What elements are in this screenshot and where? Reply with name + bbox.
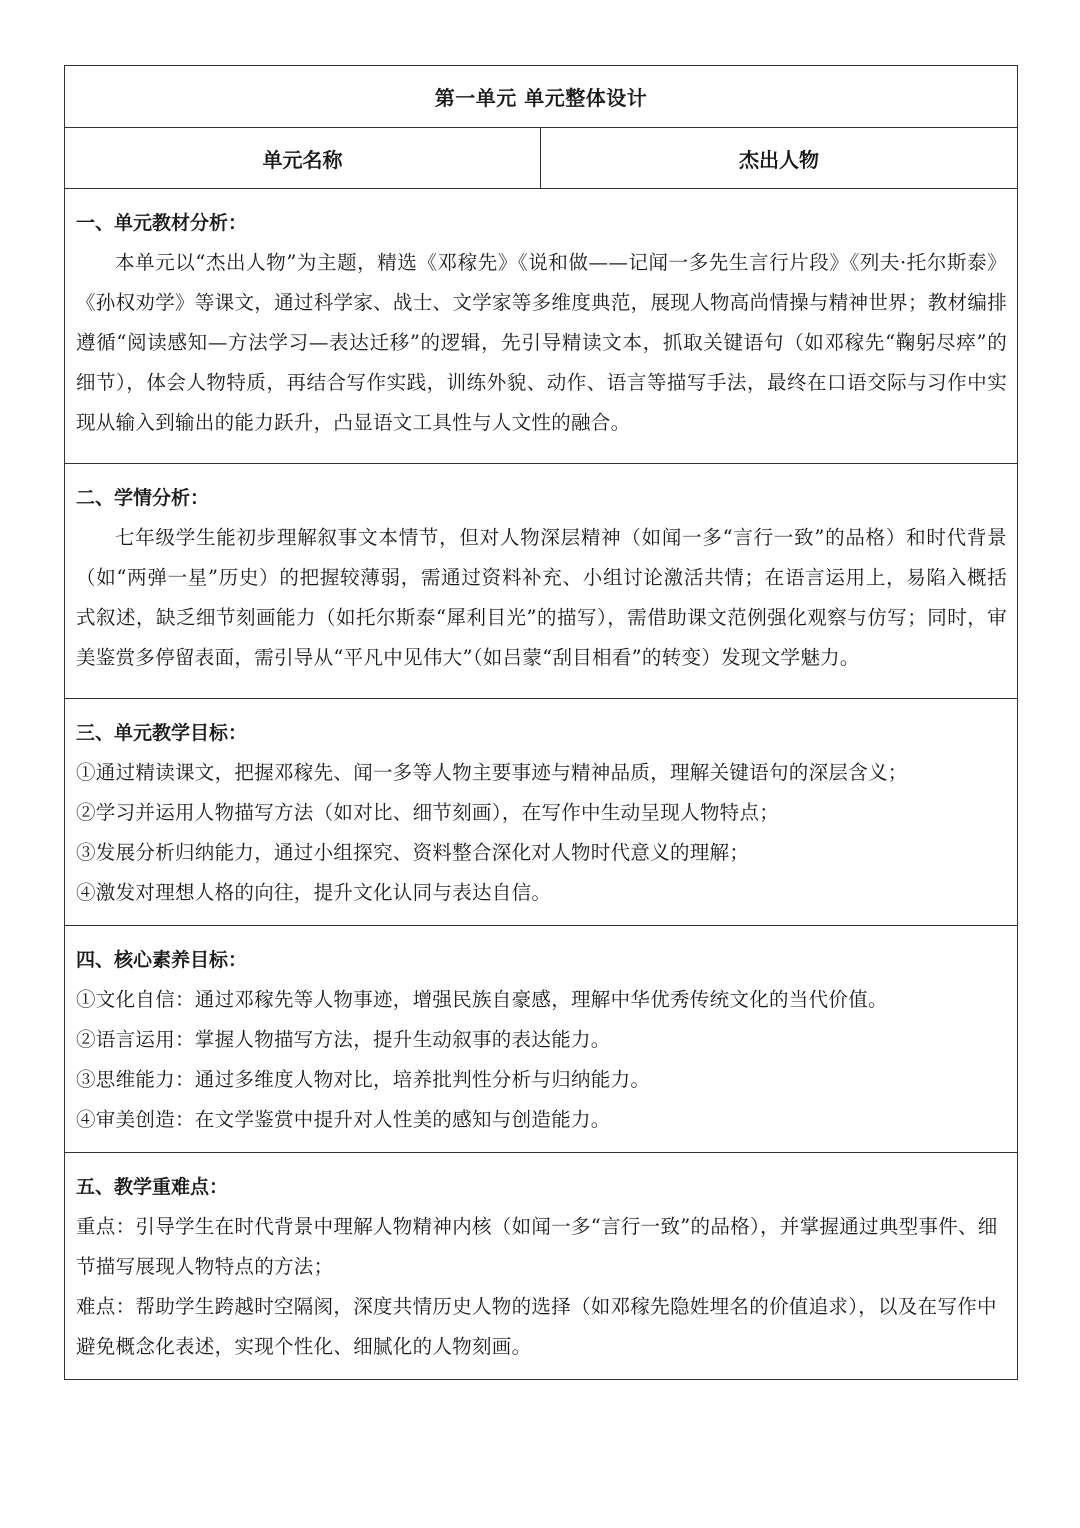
section-row-3: [65, 699, 1018, 926]
unit-name-value: 杰出人物: [541, 128, 1018, 189]
section-heading: 一、单元教材分析：: [76, 212, 248, 234]
section-row-1: [65, 189, 1018, 464]
section-heading: 五、教学重难点：: [76, 1176, 229, 1198]
list-item: ①通过精读课文，把握邓稼先、闻一多等人物主要事迹与精神品质，理解关键语句的深层含义；: [76, 761, 908, 784]
section-heading: 四、核心素养目标：: [76, 949, 248, 971]
unit-name-row: [65, 128, 1018, 189]
section-learner-analysis: [65, 464, 1018, 699]
section-teaching-goals: [65, 699, 1018, 926]
section-key-difficult-points: [65, 1153, 1018, 1380]
unit-design-table: [64, 65, 1018, 1380]
list-item: ②语言运用：掌握人物描写方法，提升生动叙事的表达能力。: [76, 1028, 611, 1051]
section-row-5: [65, 1153, 1018, 1380]
unit-name-label: 单元名称: [65, 128, 541, 189]
list-item: ③发展分析归纳能力，通过小组探究、资料整合深化对人物时代意义的理解；: [76, 841, 750, 864]
list-item: 重点：引导学生在时代背景中理解人物精神内核（如闻一多“言行一致”的品格），并掌握通过典型事件、细节描写展现人物特点的方法；: [76, 1215, 998, 1278]
section-material-analysis: [65, 189, 1018, 464]
section-heading: 三、单元教学目标：: [76, 722, 248, 744]
section-row-2: [65, 464, 1018, 699]
section-paragraph: 七年级学生能初步理解叙事文本情节，但对人物深层精神（如闻一多“言行一致”的品格）和时代背景（如“两弹一星”历史）的把握较薄弱，需通过资料补充、小组讨论激活共情；在语言运用上，易陷入概括式叙述，缺乏细节刻画能力（如托尔斯泰“犀利目光”的描写），需借助课文范例强化观察与仿写；同时，审美鉴赏多停留表面，需引导从“平凡中见伟大”（如吕蒙“刮目相看”的转变）发现文学魅力。: [76, 526, 1007, 669]
list-item: 难点：帮助学生跨越时空隔阂，深度共情历史人物的选择（如邓稼先隐姓埋名的价值追求），以及在写作中避免概念化表述，实现个性化、细腻化的人物刻画。: [76, 1295, 997, 1358]
title-row: [65, 66, 1018, 128]
section-paragraph: 本单元以“杰出人物”为主题，精选《邓稼先》《说和做——记闻一多先生言行片段》《列夫·托尔斯泰》《孙权劝学》等课文，通过科学家、战士、文学家等多维度典范，展现人物高尚情操与精神世界；教材编排遵循“阅读感知—方法学习—表达迁移”的逻辑，先引导精读文本，抓取关键语句（如邓稼先“鞠躬尽瘁”的细节），体会人物特质，再结合写作实践，训练外貌、动作、语言等描写手法，最终在口语交际与习作中实现从输入到输出的能力跃升，凸显语文工具性与人文性的融合。: [76, 251, 1007, 434]
list-item: ②学习并运用人物描写方法（如对比、细节刻画），在写作中生动呈现人物特点；: [76, 801, 780, 824]
list-item: ④审美创造：在文学鉴赏中提升对人性美的感知与创造能力。: [76, 1108, 611, 1131]
section-heading: 二、学情分析：: [76, 487, 210, 509]
section-row-4: [65, 926, 1018, 1153]
list-item: ③思维能力：通过多维度人物对比，培养批判性分析与归纳能力。: [76, 1068, 651, 1091]
list-item: ①文化自信：通过邓稼先等人物事迹，增强民族自豪感，理解中华优秀传统文化的当代价值。: [76, 988, 888, 1011]
section-core-literacy: [65, 926, 1018, 1153]
page-title: 第一单元 单元整体设计: [65, 66, 1018, 128]
list-item: ④激发对理想人格的向往，提升文化认同与表达自信。: [76, 881, 552, 904]
